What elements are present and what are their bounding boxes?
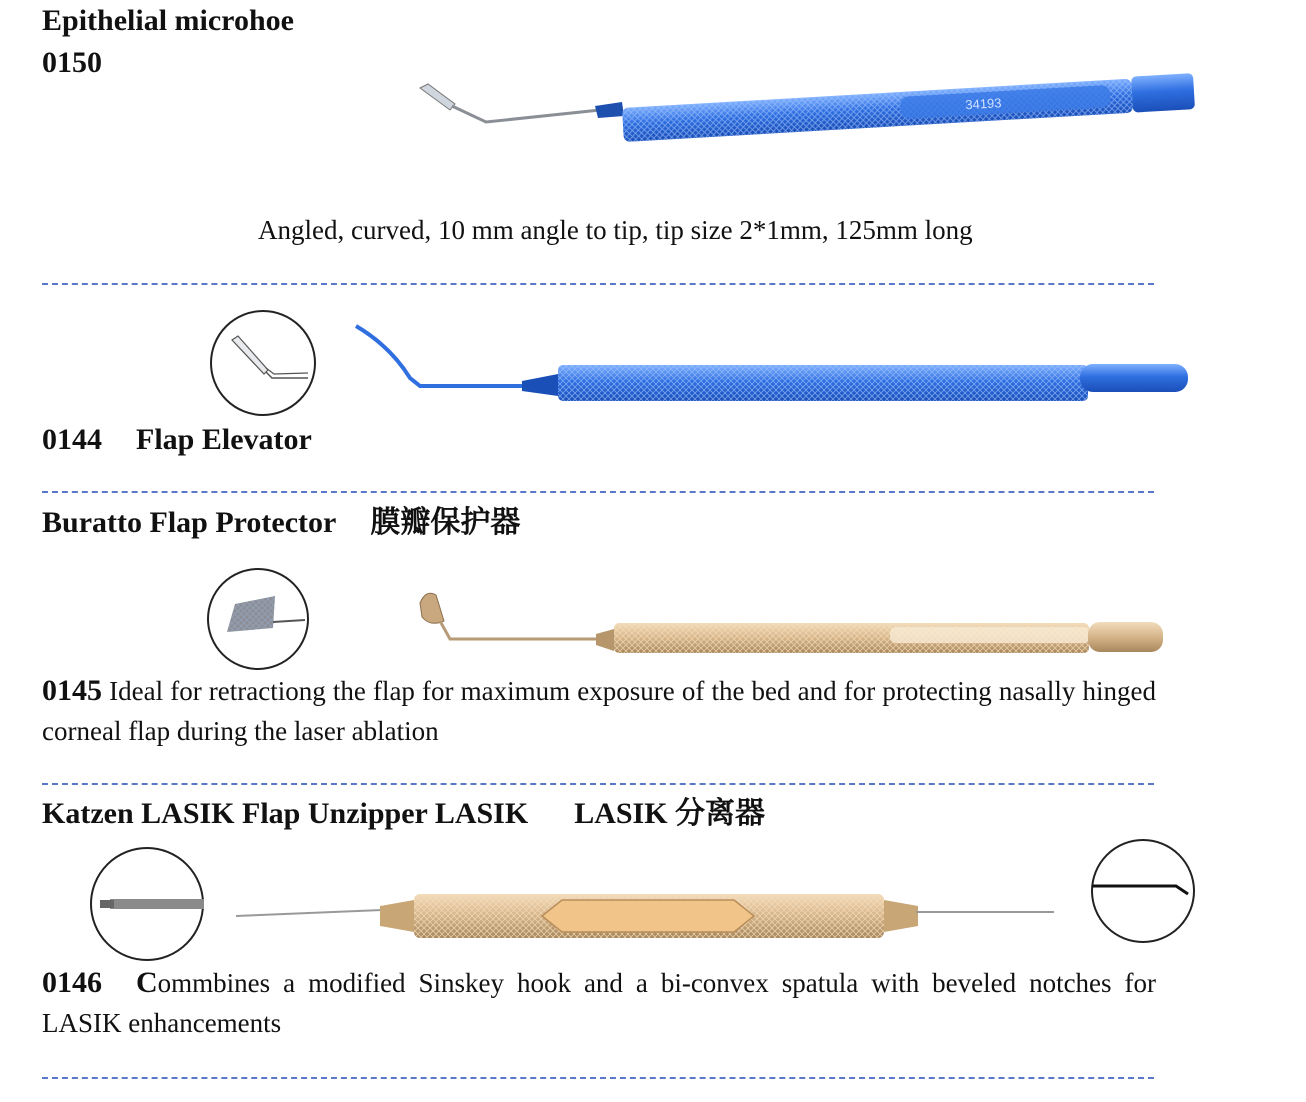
product-code: 0146 <box>42 966 102 999</box>
product-title: Epithelial microhoe <box>42 4 294 37</box>
flap-unzipper-image <box>232 880 1058 950</box>
section-divider <box>42 491 1154 493</box>
flap-protector-tip-detail <box>205 566 311 672</box>
flap-elevator-image <box>350 318 1195 408</box>
product-chinese-title: LASIK 分离器 <box>574 797 766 830</box>
section-divider <box>42 783 1154 785</box>
product-description: Ideal for retractiong the flap for maximum exposure of the bed and for protecting nasally hinged corneal flap during the laser ablation <box>42 676 1157 746</box>
section-divider <box>42 1077 1154 1079</box>
engraving-text: 34193 <box>964 95 1002 113</box>
flap-elevator-tip-detail <box>208 308 318 418</box>
product-chinese-title: 膜瓣保护器 <box>370 505 521 540</box>
flap-unzipper-spatula-detail <box>1088 836 1198 946</box>
section-divider <box>42 283 1154 285</box>
product-code: 0150 <box>42 46 102 79</box>
description-initial: C <box>136 966 158 999</box>
epithelial-microhoe-image <box>400 40 1210 150</box>
product-title: Buratto Flap Protector <box>42 506 337 539</box>
product-description: ommbines a modified Sinskey hook and a bi-convex spatula with beveled notches for LASIK enhancements <box>42 968 1156 1038</box>
flap-unzipper-hook-detail <box>88 846 206 962</box>
product-title: Flap Elevator <box>136 423 312 456</box>
product-code: 0145 <box>42 674 102 707</box>
product-title: Katzen LASIK Flap Unzipper LASIK <box>42 797 529 830</box>
product-code: 0144 <box>42 423 102 456</box>
flap-protector-image <box>410 585 1170 655</box>
product-description: Angled, curved, 10 mm angle to tip, tip size 2*1mm, 125mm long <box>258 215 973 245</box>
